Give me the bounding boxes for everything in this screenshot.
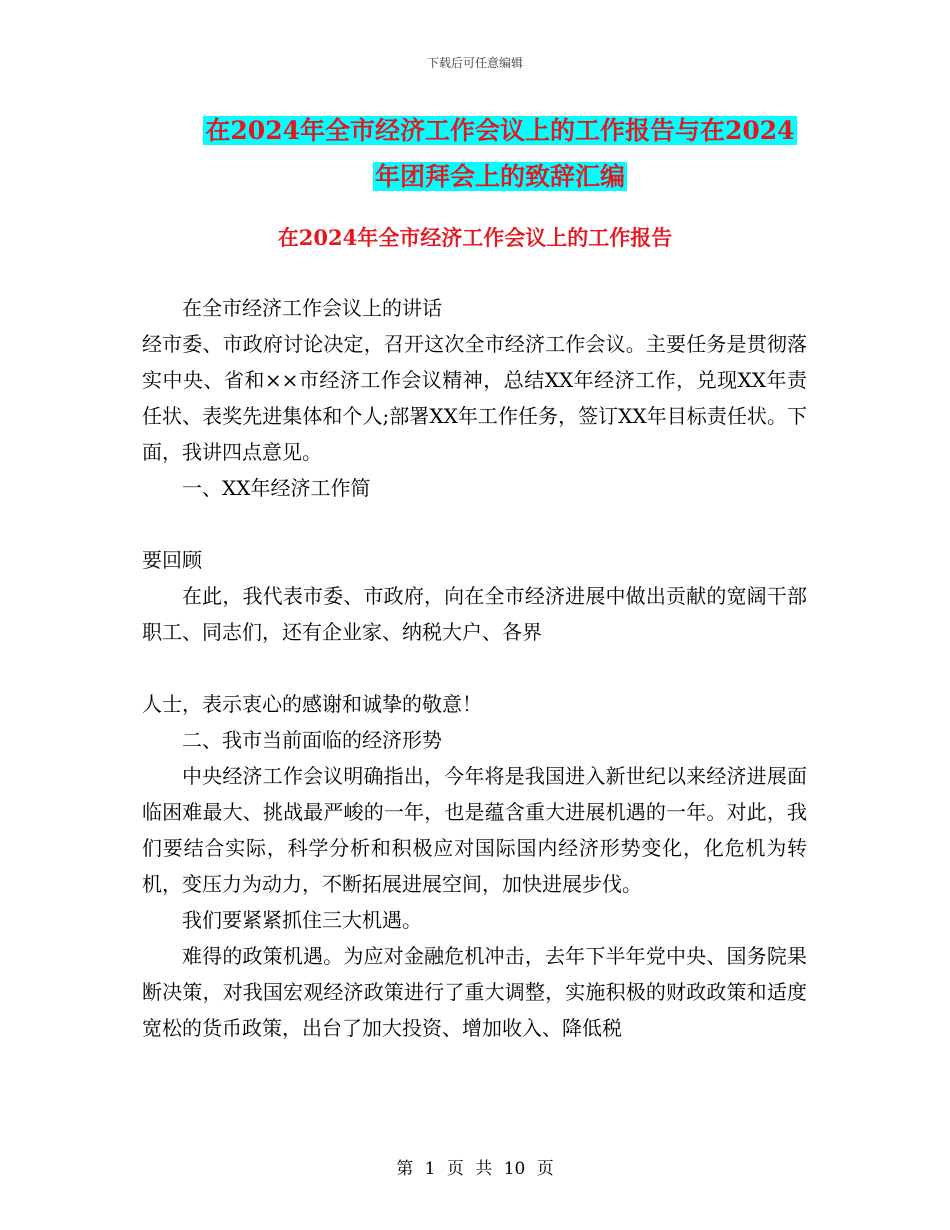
document-title bbox=[140, 108, 860, 200]
paragraph-thanks: 在此，我代表市委、市政府，向在全市经济进展中做出贡献的宽阔干部职工、同志们，还有企业家、纳税大户、各界 bbox=[142, 584, 807, 644]
paragraph-policy: 难得的政策机遇。为应对金融危机冲击，去年下半年党中央、国务院果断决策，对我国宏观经济政策进行了重大调整，实施积极的财政政策和适度宽松的货币政策，出台了加大投资、增加收入、降低税 bbox=[142, 944, 807, 1040]
paragraph-opportunities: 我们要紧紧抓住三大机遇。 bbox=[182, 908, 422, 932]
header-note: 下载后可任意编辑 bbox=[426, 56, 523, 70]
document-body bbox=[142, 290, 807, 1046]
paragraph-intro: 经市委、市政府讨论决定，召开这次全市经济工作会议。主要任务是贯彻落实中央、省和××市经济工作会议精神，总结XX年经济工作，兑现XX年责任状、表奖先进集体和个人;部署XX年工作任务，签订XX年目标责任状。下面，我讲四点意见。 bbox=[142, 332, 807, 464]
heading-section-one: 一、XX年经济工作简 bbox=[182, 476, 371, 500]
spacer bbox=[142, 650, 807, 686]
heading-section-two: 二、我市当前面临的经济形势 bbox=[182, 728, 442, 752]
paragraph-thanks-cont: 人士，表示衷心的感谢和诚挚的敬意！ bbox=[142, 692, 482, 716]
heading-section-one-cont: 要回顾 bbox=[142, 548, 202, 572]
page-footer: 第 1 页 共 10 页 bbox=[396, 1159, 554, 1179]
document-title-line-2: 年团拜会上的致辞汇编 bbox=[374, 162, 625, 191]
section-title: 在2024年全市经济工作会议上的工作报告 bbox=[277, 225, 673, 250]
spacer bbox=[142, 506, 807, 542]
paragraph-speech-title: 在全市经济工作会议上的讲话 bbox=[182, 296, 442, 320]
document-title-line-1: 在2024年全市经济工作会议上的工作报告与在2024 bbox=[205, 116, 795, 145]
paragraph-situation: 中央经济工作会议明确指出，今年将是我国进入新世纪以来经济进展面临困难最大、挑战最严峻的一年，也是蕴含重大进展机遇的一年。对此，我们要结合实际，科学分析和积极应对国际国内经济形势变化，化危机为转机，变压力为动力，不断拓展进展空间，加快进展步伐。 bbox=[142, 764, 807, 896]
